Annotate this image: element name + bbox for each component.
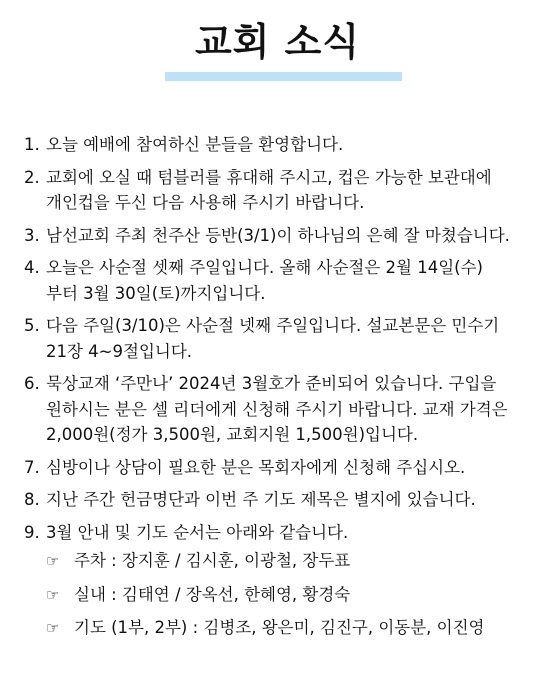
notice-text: 21장 4~9절입니다. (46, 341, 193, 361)
schedule-item-parking (46, 548, 546, 575)
schedule-text: 기도 (1부, 2부) : 김병조, 왕은미, 김진구, 이동분, 이진영 (74, 618, 485, 637)
notice-text: 원하시는 분은 셀 리더에게 신청해 주시기 바랍니다. 교재 가격은 (46, 399, 508, 419)
notice-number: 3. (24, 225, 40, 245)
notice-item-1 (24, 132, 546, 158)
notice-number: 9. (24, 522, 40, 542)
notice-number: 1. (24, 135, 40, 154)
notice-text: 남선교회 주최 천주산 등반(3/1)이 하나님의 은혜 잘 마쳤습니다. (46, 225, 510, 245)
notice-text: 3월 안내 및 기도 순서는 아래와 같습니다. (46, 522, 349, 542)
notice-text: 묵상교재 ‘주만나’ 2024년 3월호가 준비되어 있습니다. 구입을 (46, 374, 497, 393)
notice-item-2 (24, 165, 546, 216)
schedule-text: 주차 : 장지훈 / 김시훈, 이광철, 장두표 (74, 551, 351, 570)
notice-text: 오늘 예배에 참여하신 분들을 환영합니다. (46, 135, 344, 154)
schedule-item-prayer (46, 615, 546, 642)
notice-item-5 (24, 313, 546, 364)
notice-number: 5. (24, 316, 40, 335)
pointing-hand-icon: ☞ (46, 552, 60, 570)
notice-text: 교회에 오실 때 텀블러를 휴대해 주시고, 컵은 가능한 보관대에 (46, 167, 492, 187)
notice-list (24, 132, 546, 649)
pointing-hand-icon: ☞ (46, 585, 60, 604)
notice-text: 다음 주일(3/10)은 사순절 넷째 주일입니다. 설교본문은 민수기 (46, 316, 500, 335)
notice-item-6 (24, 371, 546, 448)
notice-item-4 (24, 255, 546, 306)
notice-item-7 (24, 455, 546, 481)
notice-number: 2. (24, 167, 40, 187)
notice-item-3 (24, 223, 546, 249)
pointing-hand-icon: ☞ (46, 619, 60, 637)
notice-text: 부터 3월 30일(토)까지입니다. (46, 283, 266, 303)
notice-number: 7. (24, 457, 40, 477)
notice-text: 지난 주간 헌금명단과 이번 주 기도 제목은 별지에 있습니다. (46, 490, 476, 509)
notice-text: 2,000원(정가 3,500원, 교회지원 1,500원)입니다. (46, 425, 419, 444)
notice-item-9 (24, 520, 546, 642)
notice-text: 개인컵을 두신 다음 사용해 주시기 바랍니다. (46, 193, 365, 212)
schedule-text: 실내 : 김태연 / 장옥선, 한혜영, 황경숙 (74, 584, 351, 604)
notice-number: 8. (24, 490, 40, 509)
title-underline (165, 72, 402, 81)
notice-text: 오늘은 사순절 셋째 주일입니다. 올해 사순절은 2월 14일(수) (46, 258, 483, 277)
notice-number: 6. (24, 374, 40, 393)
schedule-item-indoor (46, 582, 546, 609)
notice-item-8 (24, 487, 546, 513)
notice-text: 심방이나 상담이 필요한 분은 목회자에게 신청해 주십시오. (46, 457, 466, 477)
schedule-list (46, 548, 546, 642)
page-title: 교회 소식 (194, 20, 361, 64)
notice-number: 4. (24, 258, 40, 277)
